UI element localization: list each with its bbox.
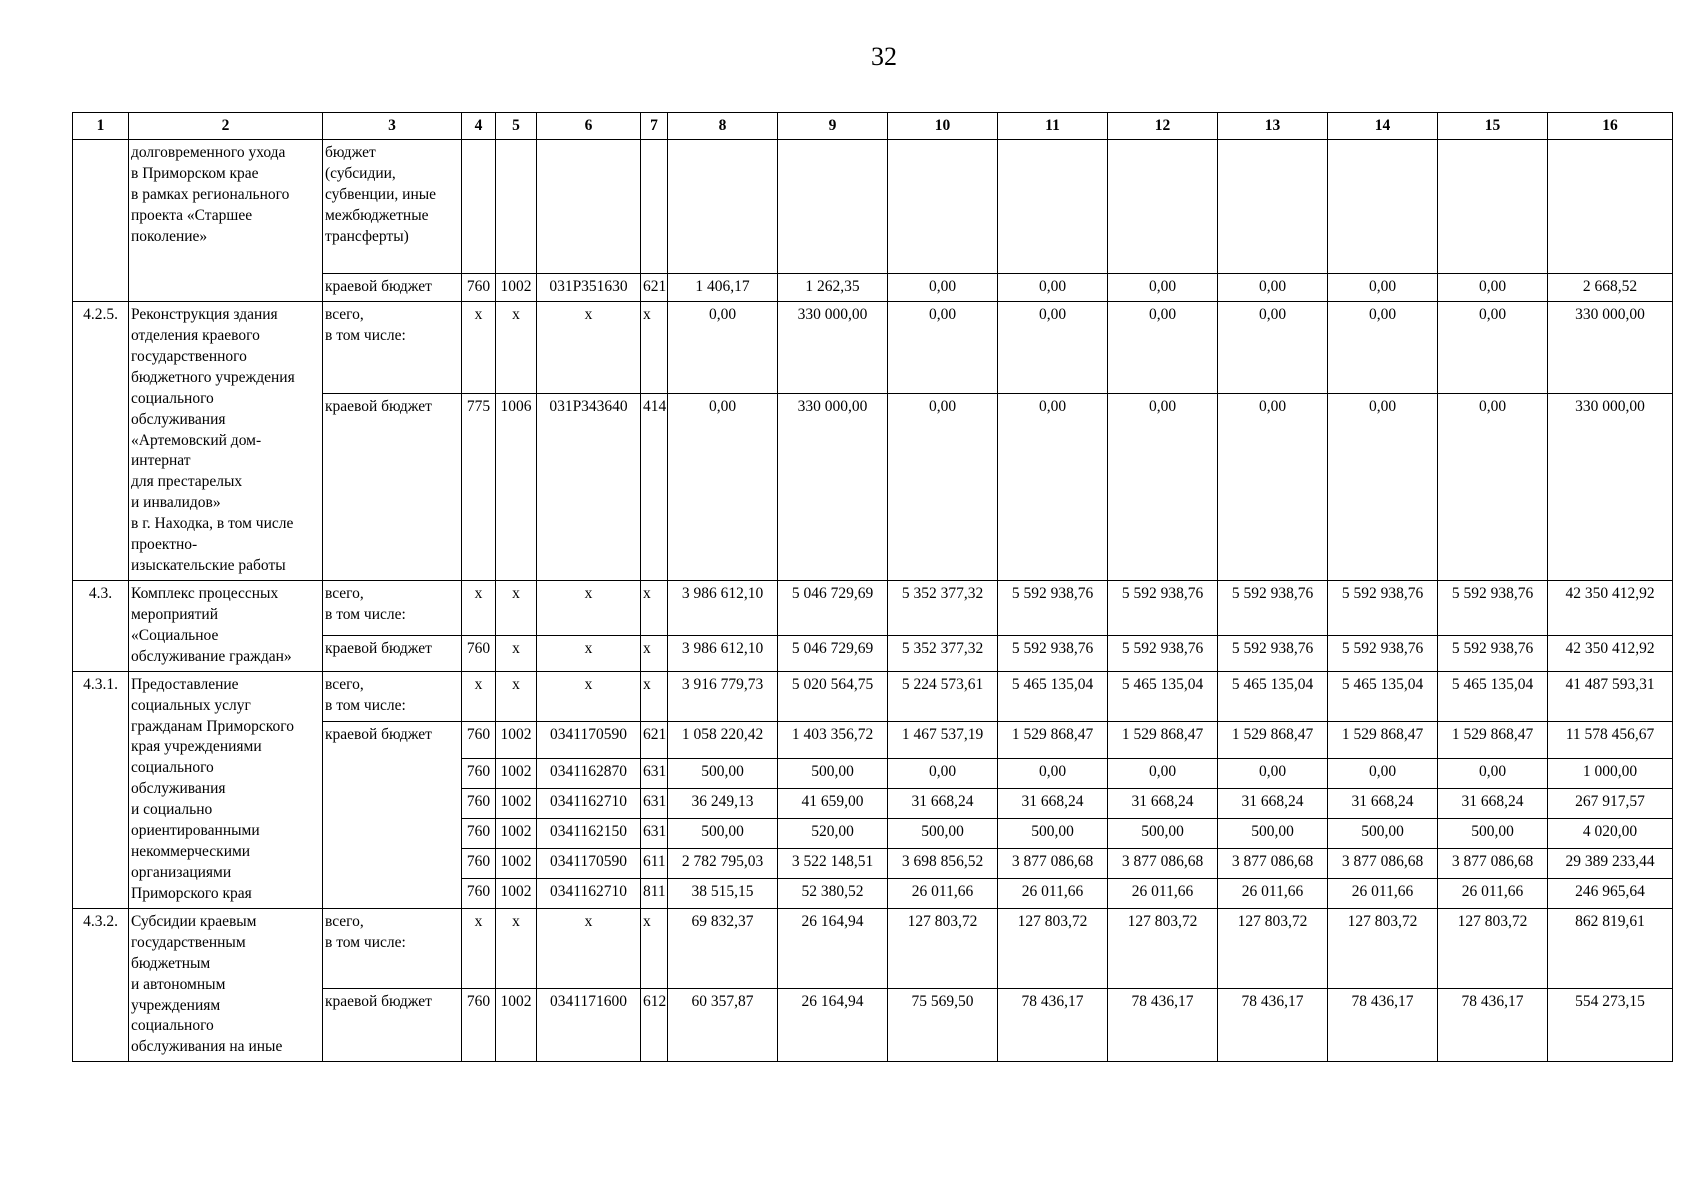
admin-code-cell: x: [462, 302, 496, 394]
col-header: 16: [1548, 113, 1673, 140]
year-value-cell: 2 782 795,03: [668, 848, 778, 878]
section-code-cell: 1002: [496, 721, 537, 758]
total-value-cell: 330 000,00: [1548, 302, 1673, 394]
total-value-cell: 554 273,15: [1548, 988, 1673, 1062]
table-row: [73, 908, 1673, 988]
year-value-cell: 5 592 938,76: [998, 635, 1108, 671]
year-value-cell: 3 877 086,68: [1438, 848, 1548, 878]
col-header: 5: [496, 113, 537, 140]
col-header: 15: [1438, 113, 1548, 140]
admin-code-cell: 760: [462, 818, 496, 848]
col-header: 8: [668, 113, 778, 140]
funding-source-cell: краевой бюджет: [323, 274, 462, 302]
year-value-cell: 5 592 938,76: [1218, 580, 1328, 635]
year-value-cell: 127 803,72: [998, 908, 1108, 988]
year-value-cell: 500,00: [998, 818, 1108, 848]
expense-type-cell: 811: [641, 878, 668, 908]
year-value-cell: 5 046 729,69: [778, 580, 888, 635]
year-value-cell: 5 352 377,32: [888, 635, 998, 671]
expense-type-cell: x: [641, 671, 668, 721]
item-name-cell: Реконструкция здания отделения краевого государственного бюджетного учреждения социального обслуживания «Артемовский дом- интернат для престарелых и инвалидов» в г. Находка, в том числе проектно- изыскательские работы: [129, 302, 323, 581]
funding-source-cell: краевой бюджет: [323, 394, 462, 581]
year-value-cell: 0,00: [1438, 274, 1548, 302]
section-code-cell: 1002: [496, 988, 537, 1062]
year-value-cell: 3 877 086,68: [1328, 848, 1438, 878]
section-code-cell: x: [496, 908, 537, 988]
year-value-cell: 0,00: [1328, 758, 1438, 788]
year-value-cell: [778, 140, 888, 274]
year-value-cell: 1 529 868,47: [1108, 721, 1218, 758]
year-value-cell: 36 249,13: [668, 788, 778, 818]
col-header: 2: [129, 113, 323, 140]
col-header: 1: [73, 113, 129, 140]
year-value-cell: 5 020 564,75: [778, 671, 888, 721]
table-header: [73, 113, 1673, 140]
item-number-cell: 4.2.5.: [73, 302, 129, 581]
year-value-cell: 0,00: [668, 394, 778, 581]
item-number-cell: [73, 140, 129, 302]
year-value-cell: 1 403 356,72: [778, 721, 888, 758]
year-value-cell: 3 877 086,68: [1108, 848, 1218, 878]
year-value-cell: [1108, 140, 1218, 274]
section-code-cell: 1002: [496, 274, 537, 302]
total-value-cell: 862 819,61: [1548, 908, 1673, 988]
admin-code-cell: 760: [462, 758, 496, 788]
year-value-cell: 1 529 868,47: [1438, 721, 1548, 758]
section-code-cell: x: [496, 671, 537, 721]
year-value-cell: 127 803,72: [1218, 908, 1328, 988]
year-value-cell: 5 592 938,76: [1328, 580, 1438, 635]
year-value-cell: 26 164,94: [778, 908, 888, 988]
year-value-cell: [998, 140, 1108, 274]
section-code-cell: 1002: [496, 848, 537, 878]
funding-source-cell: всего, в том числе:: [323, 302, 462, 394]
expense-type-cell: x: [641, 580, 668, 635]
year-value-cell: 500,00: [888, 818, 998, 848]
year-value-cell: 0,00: [998, 274, 1108, 302]
year-value-cell: 5 592 938,76: [1438, 635, 1548, 671]
year-value-cell: [1438, 140, 1548, 274]
year-value-cell: 0,00: [1218, 394, 1328, 581]
year-value-cell: 5 465 135,04: [1328, 671, 1438, 721]
year-value-cell: [1218, 140, 1328, 274]
year-value-cell: 3 877 086,68: [1218, 848, 1328, 878]
year-value-cell: 5 592 938,76: [1108, 580, 1218, 635]
year-value-cell: 330 000,00: [778, 394, 888, 581]
total-value-cell: 11 578 456,67: [1548, 721, 1673, 758]
year-value-cell: 0,00: [1438, 302, 1548, 394]
section-code-cell: x: [496, 635, 537, 671]
year-value-cell: 26 011,66: [1218, 878, 1328, 908]
expense-type-cell: x: [641, 908, 668, 988]
year-value-cell: 520,00: [778, 818, 888, 848]
year-value-cell: 127 803,72: [1438, 908, 1548, 988]
total-value-cell: 246 965,64: [1548, 878, 1673, 908]
item-name-cell: Субсидии краевым государственным бюджетным и автономным учреждениям социального обслуживания на иные: [129, 908, 323, 1061]
funding-source-cell: всего, в том числе:: [323, 671, 462, 721]
year-value-cell: 5 465 135,04: [1438, 671, 1548, 721]
year-value-cell: 3 916 779,73: [668, 671, 778, 721]
year-value-cell: 500,00: [1438, 818, 1548, 848]
admin-code-cell: x: [462, 908, 496, 988]
year-value-cell: 5 352 377,32: [888, 580, 998, 635]
year-value-cell: 78 436,17: [1218, 988, 1328, 1062]
year-value-cell: 0,00: [888, 394, 998, 581]
year-value-cell: 1 467 537,19: [888, 721, 998, 758]
target-article-cell: 0341170590: [537, 721, 641, 758]
year-value-cell: 3 986 612,10: [668, 635, 778, 671]
col-header: 9: [778, 113, 888, 140]
year-value-cell: 0,00: [1328, 302, 1438, 394]
expense-type-cell: x: [641, 635, 668, 671]
year-value-cell: 31 668,24: [1328, 788, 1438, 818]
total-value-cell: 330 000,00: [1548, 394, 1673, 581]
col-header: 12: [1108, 113, 1218, 140]
year-value-cell: 127 803,72: [1108, 908, 1218, 988]
year-value-cell: 38 515,15: [668, 878, 778, 908]
expense-type-cell: 631: [641, 788, 668, 818]
year-value-cell: 500,00: [668, 758, 778, 788]
year-value-cell: 5 592 938,76: [1108, 635, 1218, 671]
item-name-cell: Комплекс процессных мероприятий «Социальное обслуживание граждан»: [129, 580, 323, 671]
year-value-cell: 5 592 938,76: [1218, 635, 1328, 671]
funding-source-cell: бюджет (субсидии, субвенции, иные межбюджетные трансферты): [323, 140, 462, 274]
year-value-cell: 5 465 135,04: [998, 671, 1108, 721]
year-value-cell: 330 000,00: [778, 302, 888, 394]
section-code-cell: 1002: [496, 758, 537, 788]
year-value-cell: 1 529 868,47: [1328, 721, 1438, 758]
year-value-cell: 500,00: [778, 758, 888, 788]
year-value-cell: 0,00: [1108, 302, 1218, 394]
total-value-cell: 2 668,52: [1548, 274, 1673, 302]
section-code-cell: 1002: [496, 878, 537, 908]
total-value-cell: 267 917,57: [1548, 788, 1673, 818]
expense-type-cell: 621: [641, 274, 668, 302]
expense-type-cell: 631: [641, 818, 668, 848]
year-value-cell: 26 011,66: [1438, 878, 1548, 908]
table-row: [73, 140, 1673, 274]
admin-code-cell: x: [462, 580, 496, 635]
year-value-cell: [668, 140, 778, 274]
year-value-cell: 0,00: [888, 758, 998, 788]
year-value-cell: 0,00: [668, 302, 778, 394]
year-value-cell: 127 803,72: [1328, 908, 1438, 988]
year-value-cell: 5 224 573,61: [888, 671, 998, 721]
year-value-cell: 78 436,17: [1328, 988, 1438, 1062]
column-number-row: [73, 113, 1673, 140]
total-value-cell: [1548, 140, 1673, 274]
year-value-cell: 26 011,66: [888, 878, 998, 908]
year-value-cell: 78 436,17: [1108, 988, 1218, 1062]
total-value-cell: 4 020,00: [1548, 818, 1673, 848]
funding-source-cell: всего, в том числе:: [323, 908, 462, 988]
year-value-cell: 5 465 135,04: [1108, 671, 1218, 721]
year-value-cell: 26 011,66: [1328, 878, 1438, 908]
table-row: [73, 580, 1673, 635]
year-value-cell: 52 380,52: [778, 878, 888, 908]
year-value-cell: 5 465 135,04: [1218, 671, 1328, 721]
expense-type-cell: x: [641, 302, 668, 394]
section-code-cell: x: [496, 302, 537, 394]
year-value-cell: 75 569,50: [888, 988, 998, 1062]
admin-code-cell: 760: [462, 878, 496, 908]
year-value-cell: 3 522 148,51: [778, 848, 888, 878]
year-value-cell: 500,00: [668, 818, 778, 848]
target-article-cell: 031P343640: [537, 394, 641, 581]
col-header: 3: [323, 113, 462, 140]
year-value-cell: 500,00: [1328, 818, 1438, 848]
expense-type-cell: [641, 140, 668, 274]
target-article-cell: 0341170590: [537, 848, 641, 878]
year-value-cell: 26 011,66: [998, 878, 1108, 908]
target-article-cell: 0341162710: [537, 788, 641, 818]
year-value-cell: 0,00: [888, 302, 998, 394]
target-article-cell: [537, 140, 641, 274]
funding-source-cell: всего, в том числе:: [323, 580, 462, 635]
year-value-cell: 26 164,94: [778, 988, 888, 1062]
target-article-cell: 0341162870: [537, 758, 641, 788]
section-code-cell: 1006: [496, 394, 537, 581]
year-value-cell: 78 436,17: [998, 988, 1108, 1062]
admin-code-cell: 760: [462, 988, 496, 1062]
target-article-cell: 0341171600: [537, 988, 641, 1062]
year-value-cell: 41 659,00: [778, 788, 888, 818]
admin-code-cell: 760: [462, 788, 496, 818]
year-value-cell: 0,00: [1328, 394, 1438, 581]
year-value-cell: 0,00: [1218, 302, 1328, 394]
year-value-cell: 26 011,66: [1108, 878, 1218, 908]
target-article-cell: 031P351630: [537, 274, 641, 302]
admin-code-cell: [462, 140, 496, 274]
col-header: 14: [1328, 113, 1438, 140]
expense-type-cell: 612: [641, 988, 668, 1062]
total-value-cell: 1 000,00: [1548, 758, 1673, 788]
year-value-cell: 0,00: [888, 274, 998, 302]
page-number: 32: [871, 42, 897, 71]
budget-table: [72, 112, 1673, 1062]
year-value-cell: 0,00: [998, 302, 1108, 394]
section-code-cell: x: [496, 580, 537, 635]
total-value-cell: 41 487 593,31: [1548, 671, 1673, 721]
target-article-cell: x: [537, 635, 641, 671]
funding-source-cell: краевой бюджет: [323, 988, 462, 1062]
year-value-cell: [1328, 140, 1438, 274]
year-value-cell: 5 592 938,76: [1328, 635, 1438, 671]
col-header: 13: [1218, 113, 1328, 140]
year-value-cell: 1 406,17: [668, 274, 778, 302]
item-number-cell: 4.3.: [73, 580, 129, 671]
expense-type-cell: 621: [641, 721, 668, 758]
year-value-cell: 1 058 220,42: [668, 721, 778, 758]
expense-type-cell: 414: [641, 394, 668, 581]
target-article-cell: 0341162150: [537, 818, 641, 848]
year-value-cell: 31 668,24: [998, 788, 1108, 818]
expense-type-cell: 611: [641, 848, 668, 878]
item-name-cell: Предоставление социальных услуг гражданам Приморского края учреждениями социального обслуживания и социально ориентированными некоммерческими организациями Приморского края: [129, 671, 323, 908]
funding-source-cell: краевой бюджет: [323, 721, 462, 908]
year-value-cell: 31 668,24: [1438, 788, 1548, 818]
col-header: 6: [537, 113, 641, 140]
admin-code-cell: 760: [462, 848, 496, 878]
col-header: 4: [462, 113, 496, 140]
year-value-cell: 3 986 612,10: [668, 580, 778, 635]
year-value-cell: 0,00: [1438, 394, 1548, 581]
admin-code-cell: 760: [462, 635, 496, 671]
year-value-cell: 5 592 938,76: [998, 580, 1108, 635]
year-value-cell: 31 668,24: [1108, 788, 1218, 818]
admin-code-cell: 775: [462, 394, 496, 581]
year-value-cell: 1 262,35: [778, 274, 888, 302]
admin-code-cell: x: [462, 671, 496, 721]
target-article-cell: x: [537, 671, 641, 721]
col-header: 11: [998, 113, 1108, 140]
col-header: 10: [888, 113, 998, 140]
year-value-cell: 0,00: [998, 758, 1108, 788]
year-value-cell: 31 668,24: [1218, 788, 1328, 818]
total-value-cell: 29 389 233,44: [1548, 848, 1673, 878]
section-code-cell: 1002: [496, 818, 537, 848]
section-code-cell: 1002: [496, 788, 537, 818]
section-code-cell: [496, 140, 537, 274]
item-name-cell: долговременного ухода в Приморском крае в рамках регионального проекта «Старшее поколение»: [129, 140, 323, 302]
year-value-cell: 69 832,37: [668, 908, 778, 988]
admin-code-cell: 760: [462, 721, 496, 758]
admin-code-cell: 760: [462, 274, 496, 302]
table-row: [73, 302, 1673, 394]
year-value-cell: 0,00: [1108, 394, 1218, 581]
table-row: [73, 671, 1673, 721]
year-value-cell: 5 046 729,69: [778, 635, 888, 671]
table-body: [73, 140, 1673, 1062]
item-number-cell: 4.3.2.: [73, 908, 129, 1061]
item-number-cell: 4.3.1.: [73, 671, 129, 908]
funding-source-cell: краевой бюджет: [323, 635, 462, 671]
year-value-cell: 0,00: [1218, 274, 1328, 302]
year-value-cell: 500,00: [1218, 818, 1328, 848]
target-article-cell: 0341162710: [537, 878, 641, 908]
year-value-cell: 3 877 086,68: [998, 848, 1108, 878]
year-value-cell: 0,00: [1108, 274, 1218, 302]
target-article-cell: x: [537, 908, 641, 988]
year-value-cell: 78 436,17: [1438, 988, 1548, 1062]
year-value-cell: 0,00: [1438, 758, 1548, 788]
total-value-cell: 42 350 412,92: [1548, 635, 1673, 671]
year-value-cell: 5 592 938,76: [1438, 580, 1548, 635]
year-value-cell: 3 698 856,52: [888, 848, 998, 878]
year-value-cell: 0,00: [1328, 274, 1438, 302]
target-article-cell: x: [537, 302, 641, 394]
year-value-cell: 0,00: [1108, 758, 1218, 788]
expense-type-cell: 631: [641, 758, 668, 788]
year-value-cell: 500,00: [1108, 818, 1218, 848]
year-value-cell: 60 357,87: [668, 988, 778, 1062]
year-value-cell: [888, 140, 998, 274]
target-article-cell: x: [537, 580, 641, 635]
year-value-cell: 0,00: [998, 394, 1108, 581]
year-value-cell: 0,00: [1218, 758, 1328, 788]
total-value-cell: 42 350 412,92: [1548, 580, 1673, 635]
year-value-cell: 1 529 868,47: [1218, 721, 1328, 758]
col-header: 7: [641, 113, 668, 140]
year-value-cell: 31 668,24: [888, 788, 998, 818]
year-value-cell: 1 529 868,47: [998, 721, 1108, 758]
year-value-cell: 127 803,72: [888, 908, 998, 988]
